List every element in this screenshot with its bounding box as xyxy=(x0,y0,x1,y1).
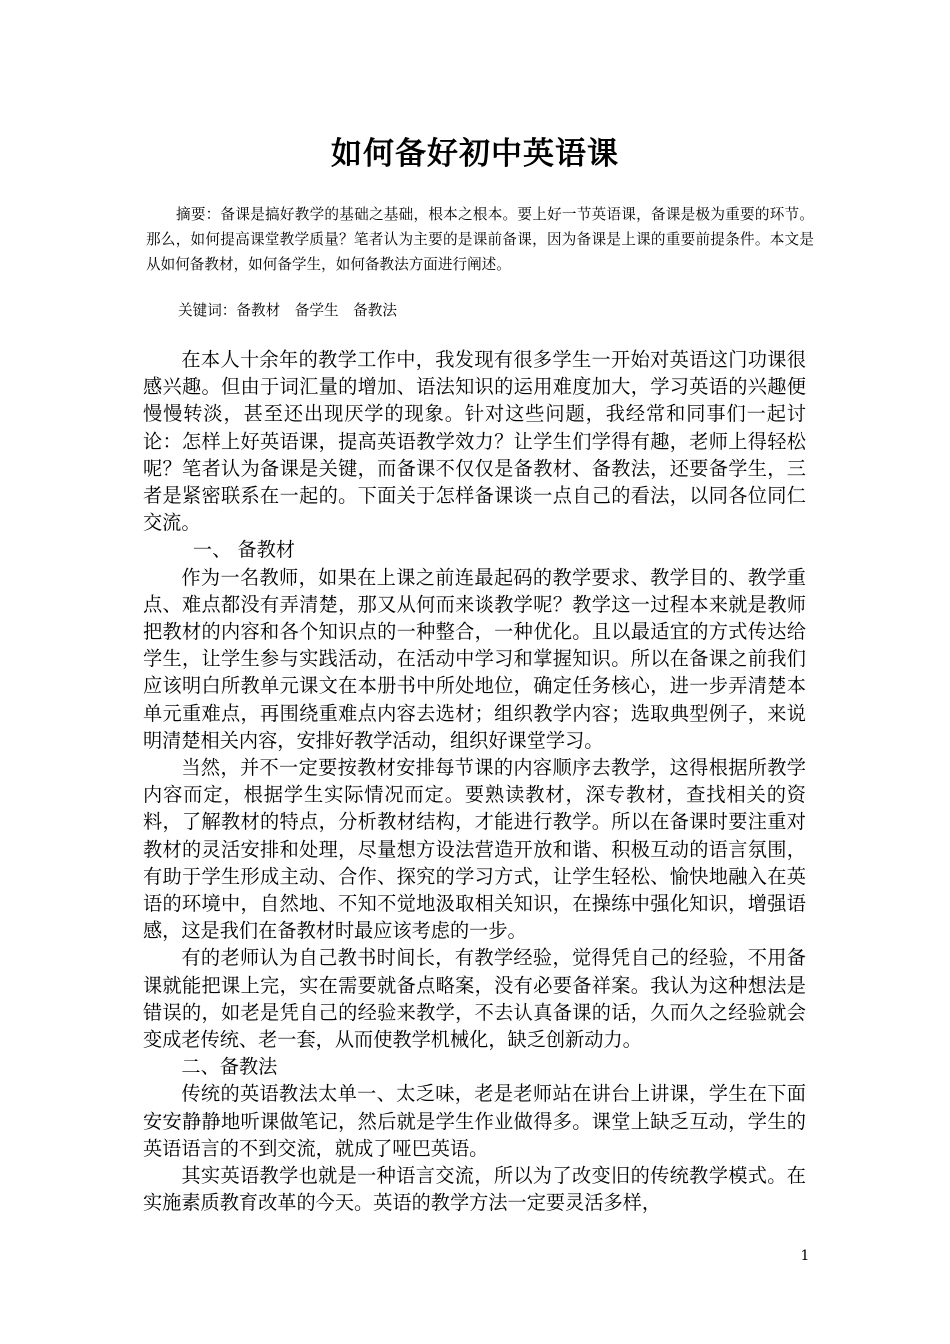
paragraph: 有的老师认为自己教书时间长，有教学经验，觉得凭自己的经验，不用备课就能把课上完，实在需要就备点略案，没有必要备祥案。我认为这种想法是错误的，如老是凭自己的经验来教学，不去认真备课的话，久而久之经验就会变成老传统、老一套，从而使教学机械化，缺乏创新动力。 xyxy=(143,946,806,1052)
paragraph: 作为一名教师，如果在上课之前连最起码的教学要求、教学目的、教学重点、难点都没有弄清楚，那又从何而来谈教学呢？教学这一过程本来就是教师把教材的内容和各个知识点的一种整合，一种优化。且以最适宜的方式传达给学生，让学生参与实践活动，在活动中学习和掌握知识。所以在备课之前我们应该明白所教单元课文在本册书中所处地位，确定任务核心，进一步弄清楚本单元重难点，再围绕重难点内容去选材；组织教学内容；选取典型例子，来说明清楚相关内容，安排好教学活动，组织好课堂学习。 xyxy=(143,565,806,752)
section-heading: 二、备教法 xyxy=(181,1055,278,1079)
paragraph: 其实英语教学也就是一种语言交流，所以为了改变旧的传统教学模式。在实施素质教育改革的今天。英语的教学方法一定要灵活多样， xyxy=(143,1164,806,1215)
paragraph: 在本人十余年的教学工作中，我发现有很多学生一开始对英语这门功课很感兴趣。但由于词汇量的增加、语法知识的运用难度加大，学习英语的兴趣便慢慢转淡，甚至还出现厌学的现象。针对这些问题，我经常和同事们一起讨论：怎样上好英语课，提高英语教学效力？让学生们学得有趣，老师上得轻松呢？笔者认为备课是关键，而备课不仅仅是备教材、备教法，还要备学生，三者是紧密联系在一起的。下面关于怎样备课谈一点自己的看法，以同各位同仁交流。 xyxy=(143,348,806,535)
section-heading: 一、 备教材 xyxy=(192,538,295,562)
body-text xyxy=(143,346,806,1217)
keywords: 关键词：备教材 备学生 备教法 xyxy=(178,302,397,319)
document-title: 如何备好初中英语课 xyxy=(331,136,619,172)
paragraph: 当然，并不一定要按教材安排每节课的内容顺序去教学，这得根据所教学内容而定，根据学生实际情况而定。要熟读教材，深专教材，查找相关的资料，了解教材的特点，分析教材结构，才能进行教学。所以在备课时要注重对教材的灵活安排和处理，尽量想方设法营造开放和谐、积极互动的语言氛围，有助于学生形成主动、合作、探究的学习方式，让学生轻松、愉快地融入在英语的环境中，自然地、不知不觉地汲取相关知识，在操练中强化知识，增强语感，这是我们在备教材时最应该考虑的一步。 xyxy=(143,756,806,943)
abstract: 摘要：备课是搞好教学的基础之基础，根本之根本。要上好一节英语课，备课是极为重要的环节。那么，如何提高课堂教学质量？笔者认为主要的是课前备课，因为备课是上课的重要前提条件。本文是从如何备教材，如何备学生，如何备教法方面进行阐述。 xyxy=(146,206,814,273)
page-number: 1 xyxy=(800,1248,810,1264)
paragraph: 传统的英语教法太单一、太乏味，老是老师站在讲台上讲课，学生在下面安安静静地听课做笔记，然后就是学生作业做得多。课堂上缺乏互动，学生的英语语言的不到交流，就成了哑巴英语。 xyxy=(143,1082,806,1160)
